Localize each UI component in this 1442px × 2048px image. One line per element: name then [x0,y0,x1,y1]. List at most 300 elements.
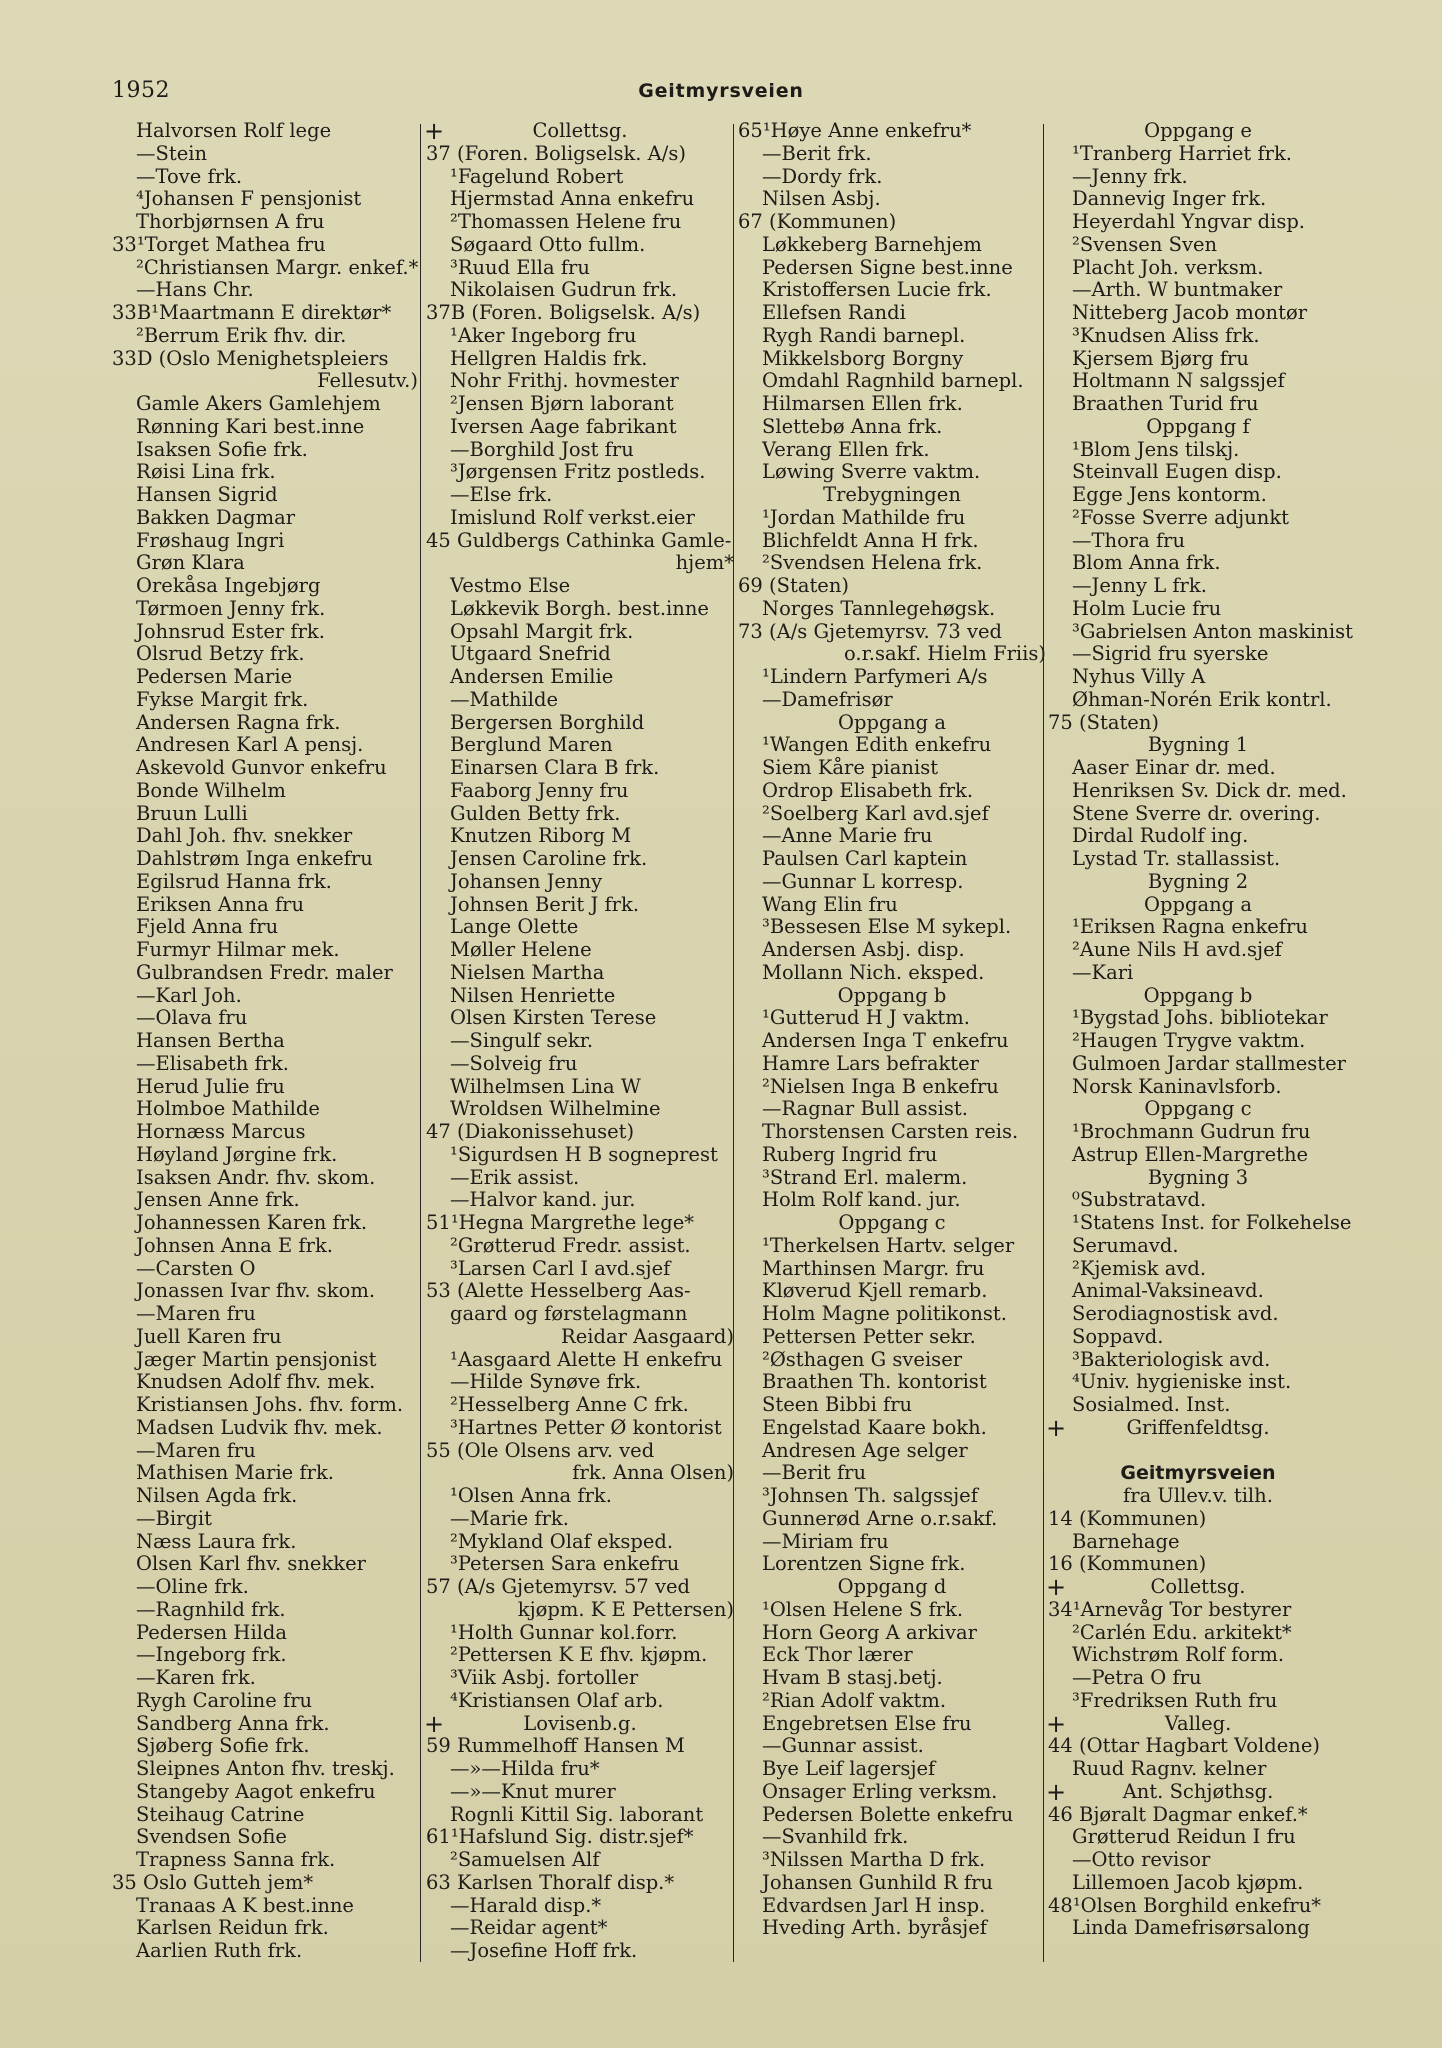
directory-entry: Ruud Ragnv. kelner [1072,1757,1267,1780]
directory-entry: o.r.sakf. Hielm Friis) [844,642,1046,666]
directory-entry: Nyhus Villy A [1072,665,1206,688]
directory-entry: Orekåsa Ingebjørg [136,574,321,597]
directory-entry: ¹Holth Gunnar kol.forr. [450,1620,678,1644]
directory-entry: Blom Anna frk. [1072,551,1221,575]
directory-entry: Jonassen Ivar fhv. skom. [136,1279,376,1303]
directory-entry: Horn Georg A arkivar [762,1620,977,1644]
section-label: Bygning 1 [1147,733,1249,757]
directory-entry: Gulden Betty frk. [450,801,621,825]
directory-entry: Lange Olette [450,915,579,939]
directory-entry: Pedersen Bolette enkefru [762,1802,1014,1826]
directory-entry: Svendsen Sofie [136,1825,287,1849]
directory-entry: ¹Eriksen Ragna enkefru [1072,915,1308,939]
directory-entry: —Stein [136,141,208,165]
directory-entry: Engelstad Kaare bokh. [762,1415,987,1439]
directory-entry: —Miriam fru [762,1529,889,1553]
directory-entry: —Sigrid fru syerske [1072,642,1269,666]
directory-entry: Placht Joh. verksm. [1072,255,1264,279]
directory-entry: —Berit fru [762,1461,867,1485]
directory-entry: Frøshaug Ingri [136,528,285,552]
directory-entry: ³Bakteriologisk avd. [1072,1347,1271,1371]
directory-column-2 [426,120,734,1963]
section-label: Oppgang a [1144,892,1252,916]
directory-entry: Serumavd. [1072,1233,1179,1257]
directory-entry: ¹Olsen Anna frk. [450,1484,612,1507]
directory-entry: Johnsen Berit J frk. [450,892,640,916]
directory-entry: Nielsen Martha [450,960,605,984]
directory-entry: Rognli Kittil Sig. laborant [450,1802,704,1826]
directory-entry: —Gunnar assist. [762,1734,924,1758]
cross-street-label: + Collettsg. [1150,1575,1246,1598]
directory-entry: —Dordy frk. [762,164,883,188]
directory-entry: Hansen Bertha [136,1029,285,1052]
directory-entry: Sandberg Anna frk. [136,1711,330,1735]
directory-entry: 61¹Hafslund Sig. distr.sjef* [426,1825,694,1849]
directory-entry: Einarsen Clara B frk. [450,756,660,779]
directory-entry: ²Rian Adolf vaktm. [762,1688,947,1712]
directory-entry: Linda Damefrisørsalong [1072,1916,1310,1940]
directory-entry: Isaksen Andr. fhv. skom. [136,1165,376,1189]
directory-entry: Gunnerød Arne o.r.sakf. [762,1506,998,1530]
directory-entry: —Otto revisor [1072,1848,1211,1871]
directory-entry: Lillemoen Jacob kjøpm. [1072,1870,1304,1894]
directory-entry: Nilsen Agda frk. [136,1484,298,1507]
directory-entry: ³Gabrielsen Anton maskinist [1072,619,1353,643]
directory-entry: ³Jørgensen Fritz postleds. [450,460,706,484]
directory-entry: ²Hesselberg Anne C frk. [450,1393,689,1416]
directory-entry: —Birgit [136,1506,212,1530]
cross-street-line [1048,1576,1348,1599]
directory-entry: —»—Knut murer [450,1779,616,1803]
directory-entry: Animal-Vaksineavd. [1072,1279,1264,1303]
directory-entry: ²Nielsen Inga B enkefru [762,1074,999,1098]
cross-street-line [1048,1713,1348,1736]
directory-entry: —Harald disp.* [450,1893,602,1917]
directory-entry: Lorentzen Signe frk. [762,1552,966,1576]
directory-entry: Rygh Caroline fru [136,1688,313,1712]
directory-entry: 34¹Arnevåg Tor bestyrer [1048,1597,1292,1621]
directory-entry: Engebretsen Else fru [762,1711,972,1735]
directory-entry: Faaborg Jenny fru [450,778,629,802]
directory-entry: ²Thomassen Helene fru [450,210,682,233]
directory-entry: Andresen Age selger [762,1438,968,1462]
directory-entry: Serodiagnostisk avd. [1072,1302,1279,1325]
street-heading: Geitmyrsveien [638,80,804,102]
directory-entry: Kristoffersen Lucie frk. [762,278,992,302]
directory-entry: Dirdal Rudolf ing. [1072,824,1249,848]
directory-entry: Hellgren Haldis frk. [450,346,648,370]
directory-entry: —Mathilde [450,687,558,711]
directory-entry: Siem Kåre pianist [762,756,939,779]
cross-street-label: + Valleg. [1164,1711,1232,1735]
directory-entry: Utgaard Snefrid [450,642,611,666]
directory-entry: Soppavd. [1072,1324,1164,1348]
directory-entry: Mikkelsborg Borgny [762,346,964,370]
section-label: Oppgang c [838,1211,946,1234]
directory-entry: Jensen Caroline frk. [450,847,648,870]
directory-entry: 16 (Kommunen) [1048,1552,1207,1576]
directory-entry: ¹Wangen Edith enkefru [762,733,992,757]
directory-entry: —Petra O fru [1072,1666,1202,1689]
directory-entry: Nitteberg Jacob montør [1072,301,1308,324]
directory-entry: 53 (Alette Hesselberg Aas- [426,1279,691,1303]
directory-entry: —Svanhild frk. [762,1825,909,1849]
directory-entry: Sosialmed. Inst. [1072,1393,1231,1416]
directory-entry: Holm Magne politikonst. [762,1302,1007,1325]
directory-entry: Høyland Jørgine frk. [136,1142,338,1166]
directory-entry: Imislund Rolf verkst.eier [450,505,695,529]
directory-entry: Karlsen Reidun frk. [136,1916,329,1940]
directory-entry: Herud Julie fru [136,1074,285,1098]
directory-entry: Dahl Joh. fhv. snekker [136,824,353,848]
directory-column-3 [738,120,1046,1940]
directory-entry: Røisi Lina frk. [136,460,276,484]
directory-entry: Johnsen Anna E frk. [136,1233,333,1257]
directory-entry: 55 (Ole Olsens arv. ved [426,1438,655,1462]
directory-entry: —Maren fru [136,1438,256,1462]
directory-entry: 14 (Kommunen) [1048,1506,1207,1530]
cross-street-label: + Griffenfeldtsg. [1126,1415,1270,1439]
directory-entry: Eriksen Anna fru [136,892,305,916]
cross-street-line [1048,1781,1348,1804]
directory-entry: Sjøberg Sofie frk. [136,1734,310,1758]
directory-entry: Knudsen Adolf fhv. mek. [136,1370,376,1394]
directory-entry: Pedersen Signe best.inne [762,255,1013,279]
directory-entry: Mathisen Marie frk. [136,1461,334,1485]
directory-entry: Tranaas A K best.inne [136,1893,354,1917]
directory-entry: Steinvall Eugen disp. [1072,460,1282,484]
directory-entry: Bruun Lulli [136,801,248,825]
directory-entry: Hjermstad Anna enkefru [450,187,695,211]
directory-entry: ¹Lindern Parfymeri A/s [762,665,988,688]
directory-entry: Johnsrud Ester frk. [136,619,325,643]
directory-entry: ²Christiansen Margr. enkef.* [136,255,419,279]
directory-entry: Isaksen Sofie frk. [136,437,308,461]
directory-entry: kjøpm. K E Pettersen) [517,1597,734,1621]
directory-entry: ²Aune Nils H avd.sjef [1072,938,1282,961]
directory-entry: ¹Bygstad Johs. bibliotekar [1072,1006,1328,1030]
directory-entry: ¹Statens Inst. for Folkehelse [1072,1211,1352,1234]
directory-entry: —»—Hilda fru* [450,1757,600,1780]
directory-entry: Egilsrud Hanna frk. [136,869,332,893]
directory-entry: hjem* [675,551,734,575]
directory-column-4 [1048,119,1353,1940]
directory-entry: Wilhelmsen Lina W [450,1074,641,1098]
directory-entry: Nikolaisen Gudrun frk. [450,278,678,302]
section-label: Oppgang d [837,1575,947,1598]
directory-entry: Nilsen Henriette [450,983,616,1007]
directory-entry: ³Strand Erl. malerm. [762,1165,968,1189]
directory-entry: Steihaug Catrine [136,1802,305,1826]
directory-entry: Holm Rolf kand. jur. [762,1188,961,1212]
directory-entry: ²Carlén Edu. arkitekt* [1072,1620,1292,1644]
directory-entry: Næss Laura frk. [136,1529,297,1553]
directory-entry: 47 (Diakonissehuset) [426,1120,635,1143]
directory-entry: —Elisabeth frk. [136,1051,290,1075]
directory-entry: 57 (A/s Gjetemyrsv. 57 ved [426,1575,691,1598]
directory-entry: —Ragnhild frk. [136,1597,286,1621]
directory-entry: —Erik assist. [450,1165,580,1189]
directory-entry: ¹Fagelund Robert [450,164,624,188]
directory-entry: Kristiansen Johs. fhv. form. [136,1393,404,1416]
directory-entry: Hansen Sigrid [136,483,278,506]
directory-entry: Mollann Nich. eksped. [762,960,985,984]
directory-entry: Iversen Aage fabrikant [450,414,677,438]
section-label: Oppgang e [1144,119,1252,142]
section-label: Bygning 2 [1147,869,1249,893]
directory-entry: Dannevig Inger frk. [1072,187,1267,211]
directory-entry: Edvardsen Jarl H insp. [762,1893,986,1917]
directory-entry: Ordrop Elisabeth frk. [762,778,974,802]
directory-entry: ²Grøtterud Fredr. assist. [450,1233,691,1257]
page-header [0,78,1442,108]
directory-entry: —Josefine Hoff frk. [450,1939,638,1962]
directory-entry: Braathen Turid fru [1072,392,1259,415]
cross-street-label: + Lovisenb.g. [523,1711,637,1735]
directory-entry: —Hilde Synøve frk. [450,1370,642,1394]
directory-entry: frk. Anna Olsen) [572,1461,734,1485]
directory-entry: Holtmann N salgssjef [1072,369,1285,393]
cross-street-line [426,1713,734,1736]
directory-entry: 37 (Foren. Boligselsk. A/s) [426,141,686,165]
directory-entry: Halvorsen Rolf lege [136,119,332,142]
directory-entry: Johannessen Karen frk. [136,1211,368,1234]
directory-entry: Grøn Klara [136,551,245,575]
directory-entry: Rygh Randi barnepl. [762,323,966,347]
directory-entry: 35 Oslo Gutteh jem* [112,1870,314,1894]
directory-entry: Braathen Th. kontorist [762,1370,987,1394]
directory-entry: Olsrud Betzy frk. [136,642,305,666]
directory-entry: Eck Thor lærer [762,1643,913,1667]
directory-entry: Jæger Martin pensjonist [136,1347,377,1371]
directory-entry: ¹Jordan Mathilde fru [762,505,966,529]
directory-entry: ³Bessesen Else M sykepl. [762,915,1012,939]
directory-entry: ³Fredriksen Ruth fru [1072,1688,1278,1712]
directory-entry: ¹Sigurdsen H B sogneprest [450,1142,718,1166]
cross-street-line [1048,1417,1348,1440]
directory-entry: 65¹Høye Anne enkefru* [738,119,972,142]
page-number: 1952 [112,78,170,103]
directory-entry: ²Fosse Sverre adjunkt [1072,505,1289,529]
cross-street-line [426,120,734,143]
directory-entry: Stangeby Aagot enkefru [136,1779,376,1803]
directory-entry: Kjersem Bjørg fru [1072,346,1249,370]
directory-entry: Andersen Emilie [450,665,614,688]
directory-entry: —Jenny L frk. [1072,574,1207,597]
directory-entry: Hamre Lars befrakter [762,1051,979,1075]
directory-entry: ¹Tranberg Harriet frk. [1072,141,1292,165]
directory-entry: 48¹Olsen Borghild enkefru* [1048,1893,1322,1917]
directory-entry: Knutzen Riborg M [450,824,632,848]
directory-entry [1048,1440,1348,1463]
directory-entry: 33¹Torget Mathea fru [112,232,326,256]
directory-entry: Norges Tannlegehøgsk. [762,596,996,620]
directory-entry: Fjeld Anna fru [136,915,279,939]
directory-entry: ²Mykland Olaf eksped. [450,1529,674,1553]
directory-entry: —Arth. W buntmaker [1072,278,1283,302]
directory-entry: Slettebø Anna frk. [762,414,943,438]
directory-entry: —Karen frk. [136,1666,256,1689]
directory-entry: 33B¹Maartmann E direktør* [112,301,392,324]
directory-entry: —Berit frk. [762,141,872,165]
directory-entry: Wroldsen Wilhelmine [450,1097,661,1121]
directory-entry: Wichstrøm Rolf form. [1072,1643,1285,1667]
directory-entry: Andersen Asbj. disp. [762,938,965,961]
directory-entry: 75 (Staten) [1048,710,1159,734]
directory-entry: Thorbjørnsen A fru [136,210,325,233]
directory-entry: ²Svensen Sven [1072,232,1218,256]
directory-entry: Hvam B stasj.betj. [762,1666,943,1689]
directory-entry: 51¹Hegna Margrethe lege* [426,1211,694,1234]
directory-entry: 37B (Foren. Boligselsk. A/s) [426,301,701,324]
directory-entry: ²Berrum Erik fhv. dir. [136,323,347,347]
directory-entry: ³Viik Asbj. fortoller [450,1666,639,1689]
directory-entry: Opsahl Margit frk. [450,619,634,643]
directory-entry: ²Pettersen K E fhv. kjøpm. [450,1643,708,1667]
directory-entry: ²Kjemisk avd. [1072,1256,1207,1280]
directory-entry: Søgaard Otto fullm. [450,232,646,256]
directory-entry: ²Østhagen G sveiser [762,1347,963,1371]
directory-entry: Møller Helene [450,938,592,961]
directory-entry: Henriksen Sv. Dick dr. med. [1072,778,1347,802]
directory-entry: Lystad Tr. stallassist. [1072,847,1281,870]
directory-entry: Andersen Inga T enkefru [762,1029,1009,1052]
directory-entry: —Anne Marie fru [762,824,933,848]
directory-entry: ³Nilssen Martha D frk. [762,1848,986,1871]
directory-entry: Berglund Maren [450,733,613,757]
directory-entry: ²Jensen Bjørn laborant [450,392,674,415]
directory-entry: —Oline frk. [136,1575,249,1598]
cross-street-label: + Ant. Schjøthsg. [1122,1779,1274,1803]
directory-entry: —Jenny frk. [1072,164,1188,188]
directory-entry: Tørmoen Jenny frk. [136,596,326,620]
directory-entry: —Halvor kand. jur. [450,1188,636,1212]
directory-entry: Paulsen Carl kaptein [762,847,968,870]
directory-entry: Jensen Anne frk. [136,1188,300,1212]
directory-entry: Løkkeberg Barnehjem [762,232,982,256]
directory-entry: Norsk Kaninavlsforb. [1072,1074,1282,1098]
directory-entry: Johansen Jenny [450,869,603,893]
directory-entry: 44 (Ottar Hagbart Voldene) [1048,1734,1321,1758]
directory-entry: Fellesutv.) [317,369,418,393]
directory-entry: Fykse Margit frk. [136,687,309,711]
directory-entry: Olsen Kirsten Terese [450,1006,657,1030]
directory-entry: 73 (A/s Gjetemyrsv. 73 ved [738,619,1003,643]
directory-entry: —Marie frk. [450,1506,569,1530]
directory-entry: Blichfeldt Anna H frk. [762,528,979,552]
directory-entry: Trapness Sanna frk. [136,1848,336,1871]
directory-entry: Pettersen Petter sekr. [762,1324,976,1348]
directory-entry: —Tove frk. [136,164,243,188]
directory-entry: —Olava fru [136,1006,248,1030]
directory-entry: Andersen Ragna frk. [136,710,341,734]
directory-entry: 63 Karlsen Thoralf disp.* [426,1870,675,1894]
directory-entry: Aarlien Ruth frk. [136,1939,303,1962]
directory-entry: 45 Guldbergs Cathinka Gamle- [426,528,732,552]
directory-entry: ³Ruud Ella fru [450,255,590,279]
directory-entry: ³Hartnes Petter Ø kontorist [450,1415,722,1439]
directory-entry: 33D (Oslo Menighetspleiers [112,346,389,370]
directory-entry: Omdahl Ragnhild barnepl. [762,369,1024,393]
section-label: Oppgang f [1146,414,1250,438]
directory-entry: Vestmo Else [450,574,571,597]
directory-entry: Heyerdahl Yngvar disp. [1072,210,1306,233]
directory-entry: Sleipnes Anton fhv. treskj. [136,1757,395,1780]
section-label: Trebygningen [823,483,961,506]
directory-entry: Hornæss Marcus [136,1120,306,1143]
directory-entry: Steen Bibbi fru [762,1393,913,1416]
directory-entry: Gulmoen Jardar stallmester [1072,1051,1346,1075]
directory-entry: ¹Aasgaard Alette H enkefru [450,1347,723,1371]
directory-entry: ¹Gutterud H J vaktm. [762,1006,970,1030]
directory-entry: ²Samuelsen Alf [450,1848,600,1871]
directory-entry: —Ingeborg frk. [136,1643,287,1667]
directory-entry: —Carsten O [136,1256,256,1280]
cross-street-label: + Collettsg. [532,119,628,142]
directory-entry: Aaser Einar dr. med. [1072,756,1276,779]
directory-entry: ⁰Substratavd. [1072,1188,1207,1212]
section-label: Oppgang c [1144,1097,1252,1121]
directory-entry: Barnehage [1072,1529,1180,1553]
directory-entry: —Thora fru [1072,528,1186,552]
section-label: Oppgang b [1143,983,1253,1007]
directory-entry: ²Haugen Trygve vaktm. [1072,1029,1306,1052]
directory-entry: —Gunnar L korresp. [762,869,964,893]
directory-entry: 59 Rummelhoff Hansen M [426,1734,685,1758]
directory-entry: Andresen Karl A pensj. [136,733,364,757]
directory-entry: Wang Elin fru [762,892,898,916]
directory-entry: Olsen Karl fhv. snekker [136,1552,366,1576]
section-label: Bygning 3 [1147,1165,1249,1189]
directory-entry: —Singulf sekr. [450,1029,594,1052]
column-divider [420,124,421,1962]
directory-entry: Askevold Gunvor enkefru [136,756,387,779]
directory-entry: Dahlstrøm Inga enkefru [136,847,373,870]
directory-entry: Thorstensen Carsten reis. [762,1120,1019,1143]
directory-entry: Gamle Akers Gamlehjem [136,392,381,415]
directory-entry: —Else frk. [450,483,553,506]
directory-entry: Johansen Gunhild R fru [762,1870,993,1894]
directory-entry: ⁴Univ. hygieniske inst. [1072,1370,1292,1394]
directory-entry: Ruberg Ingrid fru [762,1142,938,1166]
directory-entry: Bergersen Borghild [450,710,645,734]
directory-entry: —Hans Chr. [136,278,254,302]
directory-entry: —Kari [1072,960,1134,984]
directory-entry: ¹Blom Jens tilskj. [1072,437,1240,461]
directory-entry: —Borghild Jost fru [450,437,634,461]
directory-entry: Gulbrandsen Fredr. maler [136,960,393,984]
directory-entry: ²Svendsen Helena frk. [762,551,983,575]
directory-entry: Hveding Arth. byråsjef [762,1916,987,1940]
directory-column-1 [112,120,418,1963]
directory-entry: —Damefrisør [762,687,893,711]
directory-entry: Løwing Sverre vaktm. [762,460,981,484]
directory-entry: Nilsen Asbj. [762,187,881,211]
directory-entry: Holmboe Mathilde [136,1097,320,1121]
directory-entry: 67 (Kommunen) [738,210,897,233]
directory-entry: gaard og førstelagmann [450,1302,688,1325]
directory-entry: Øhman-Norén Erik kontrl. [1072,687,1332,711]
directory-entry: ³Larsen Carl I avd.sjef [450,1256,671,1280]
directory-entry: ³Johnsen Th. salgssjef [762,1484,978,1507]
directory-entry: —Karl Joh. [136,983,242,1007]
directory-entry: 69 (Staten) [738,574,849,597]
directory-entry: Bye Leif lagersjef [762,1757,936,1780]
directory-entry: ¹Brochmann Gudrun fru [1072,1120,1311,1143]
section-label: Oppgang b [837,983,947,1007]
directory-entry: Kløverud Kjell remarb. [762,1279,988,1303]
section-label: fra Ullev.v. tilh. [1123,1484,1273,1507]
